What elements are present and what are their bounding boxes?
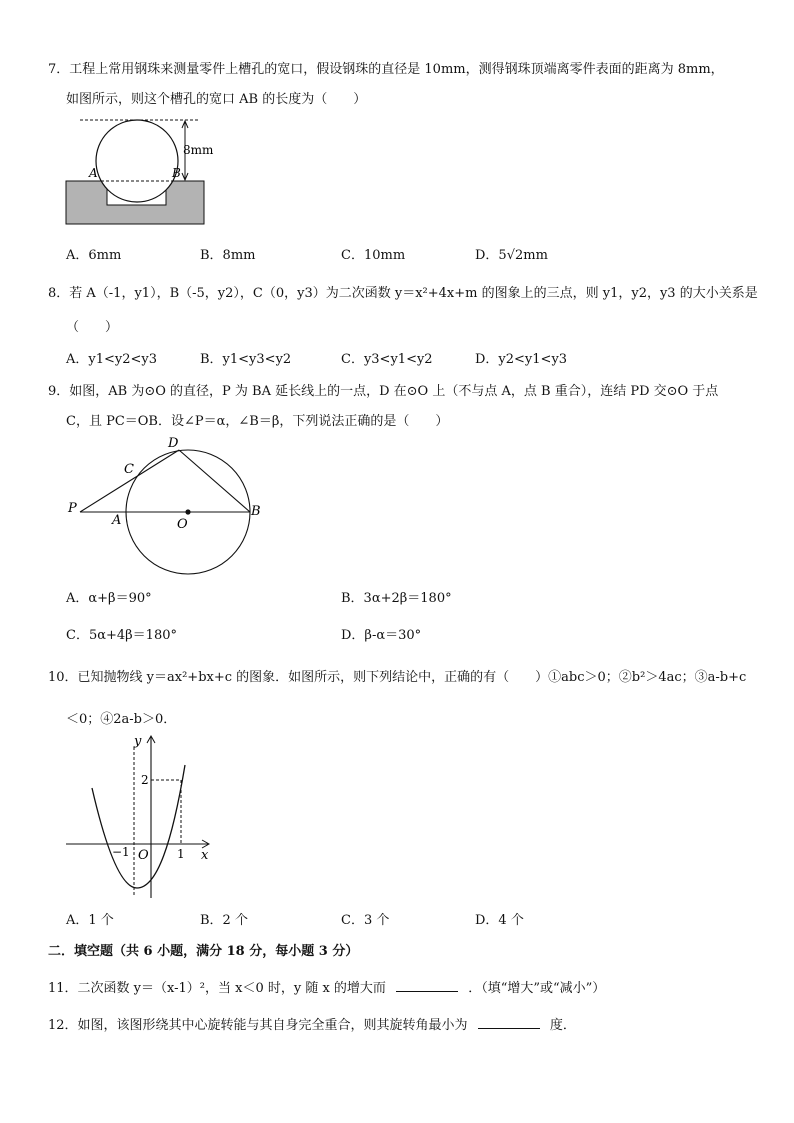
q9-label-d: D	[168, 436, 179, 451]
q10-label-1: 1	[177, 847, 185, 861]
q9-figure	[66, 432, 266, 582]
q9-line1: 9．如图，AB 为⊙O 的直径，P 为 BA 延长线上的一点，D 在⊙O 上（不与点 A，点 B 重合），连结 PD 交⊙O 于点	[48, 384, 719, 399]
q9-option-b[interactable]: B．3α+2β＝180°	[341, 591, 452, 606]
q9-label-b: B	[251, 504, 261, 519]
q8-option-d[interactable]: D．y2<y1<y3	[475, 352, 568, 367]
q11-answer-blank[interactable]	[396, 979, 458, 992]
q8-option-c[interactable]: C．y3<y1<y2	[341, 352, 433, 367]
q7-option-a[interactable]: A．6mm	[66, 248, 122, 263]
q9-label-a: A	[112, 513, 122, 528]
q7-line1: 7．工程上常用钢珠来测量零件上槽孔的宽口，假设钢珠的直径是 10mm，测得钢珠顶端离零件表面的距离为 8mm，	[48, 62, 724, 77]
q10-label-x: x	[201, 848, 209, 863]
section-title-fill-in: 二．填空题（共 6 小题，满分 18 分，每小题 3 分）	[48, 944, 359, 959]
q9-label-o: O	[177, 517, 188, 532]
q8-line1: 8．若 A（-1，y1），B（-5，y2），C（0，y3）为二次函数 y＝x²+4x+m 的图象上的三点，则 y1，y2，y3 的大小关系是	[48, 286, 758, 301]
q9-option-d[interactable]: D．β-α＝30°	[341, 628, 422, 643]
q9-line-pd	[80, 450, 179, 512]
q9-label-p: P	[68, 501, 77, 516]
q10-label-y: y	[134, 734, 142, 749]
q10-parabola	[92, 765, 185, 888]
q7-line2: 如图所示，则这个槽孔的宽口 AB 的长度为（ ）	[66, 92, 367, 107]
q11-text-after: ．（填“增大”或“减小”）	[468, 981, 606, 996]
q7-option-d[interactable]: D．5√2mm	[475, 248, 548, 263]
q10-option-c[interactable]: C．3 个	[341, 913, 390, 928]
q7-option-c[interactable]: C．10mm	[341, 248, 406, 263]
q7-label-b: B	[172, 166, 181, 180]
q10-label-2: 2	[141, 773, 149, 787]
q10-label-o: O	[138, 848, 149, 863]
q9-center-dot	[185, 509, 190, 514]
q10-line2: ＜0；④2a-b＞0．	[66, 712, 177, 727]
q12-text-before: 12．如图，该图形绕其中心旋转能与其自身完全重合，则其旋转角最小为	[48, 1018, 468, 1033]
q9-option-c[interactable]: C．5α+4β＝180°	[66, 628, 177, 643]
q10-label-neg1: −1	[112, 845, 130, 859]
q12-answer-blank[interactable]	[478, 1016, 540, 1029]
q12-line	[48, 1014, 576, 1033]
q11-line	[48, 977, 605, 996]
q8-option-a[interactable]: A．y1<y2<y3	[66, 352, 158, 367]
q7-option-b[interactable]: B．8mm	[200, 248, 256, 263]
q12-text-after: 度．	[549, 1018, 576, 1033]
q7-figure	[60, 112, 214, 230]
q10-line1: 10．已知抛物线 y＝ax²+bx+c 的图象．如图所示，则下列结论中，正确的有（ ）①abc＞0；②b²＞4ac；③a-b+c	[48, 670, 747, 685]
q7-steel-ball	[96, 120, 178, 202]
q9-option-a[interactable]: A．α+β＝90°	[66, 591, 152, 606]
q9-line2: C，且 PC＝OB．设∠P＝α，∠B＝β，下列说法正确的是（ ）	[66, 414, 449, 429]
q10-option-b[interactable]: B．2 个	[200, 913, 248, 928]
q10-option-d[interactable]: D．4 个	[475, 913, 524, 928]
q8-line2: （ ）	[66, 320, 119, 335]
q8-option-b[interactable]: B．y1<y3<y2	[200, 352, 292, 367]
q10-option-a[interactable]: A．1 个	[66, 913, 114, 928]
q7-label-a: A	[89, 166, 98, 180]
q10-figure	[62, 733, 222, 901]
q9-line-db	[179, 450, 250, 512]
q11-text-before: 11．二次函数 y＝（x-1）²，当 x＜0 时，y 随 x 的增大而	[48, 981, 386, 996]
q7-label-8mm: 8mm	[183, 143, 214, 157]
q9-label-c: C	[124, 462, 134, 477]
